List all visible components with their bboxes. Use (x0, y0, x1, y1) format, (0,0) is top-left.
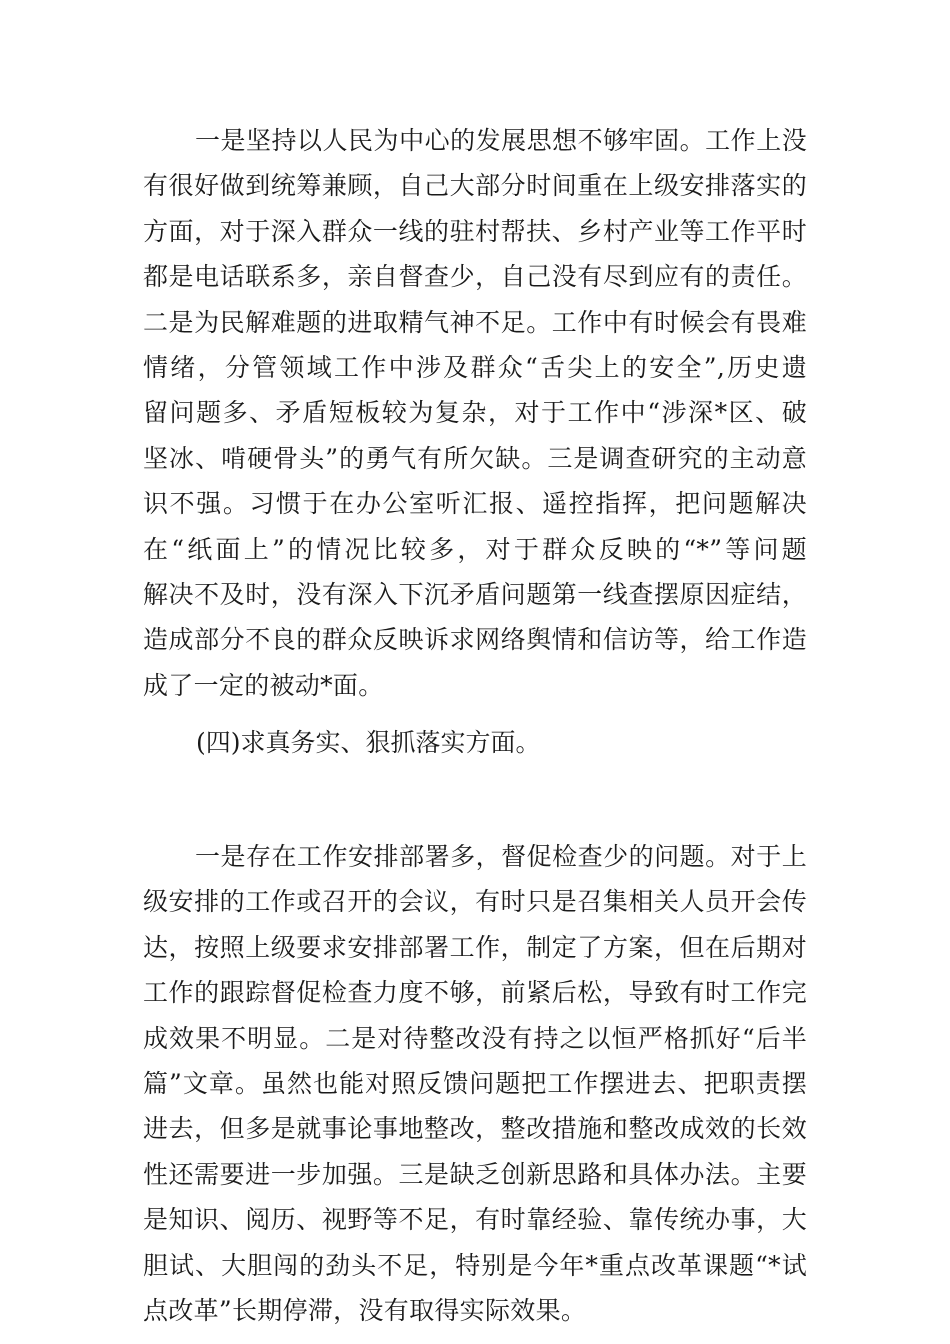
paragraph-line: 方面，对于深入群众一线的驻村帮扶、乡村产业等工作平时 (143, 216, 807, 246)
paragraph-line: 是知识、阅历、视野等不足，有时靠经验、靠传统办事，大 (143, 1205, 807, 1235)
paragraph-line: 成了一定的被动*面。 (143, 670, 384, 700)
paragraph-line: 级安排的工作或召开的会议，有时只是召集相关人员开会传 (143, 887, 807, 917)
paragraph-2 (143, 834, 807, 1333)
paragraph-line: 工作的跟踪督促检查力度不够，前紧后松，导致有时工作完 (143, 978, 807, 1008)
paragraph-line: 点改革”长期停滞，没有取得实际效果。 (143, 1295, 587, 1325)
paragraph-line: 达，按照上级要求安排部署工作，制定了方案，但在后期对 (143, 932, 807, 962)
paragraph-line: 二是为民解难题的进取精气神不足。工作中有时候会有畏难 (143, 307, 807, 337)
paragraph-line: 一是存在工作安排部署多，督促检查少的问题。对于上 (195, 842, 807, 871)
paragraph-line: 情绪，分管领域工作中涉及群众“舌尖上的安全”,历史遗 (143, 352, 807, 382)
paragraph-line: 性还需要进一步加强。三是缺乏创新思路和具体办法。主要 (143, 1159, 807, 1189)
paragraph-line: 进去，但多是就事论事地整改，整改措施和整改成效的长效 (143, 1114, 807, 1144)
paragraph-line: 一是坚持以人民为中心的发展思想不够牢固。工作上没 (195, 126, 807, 155)
paragraph-line: 成效果不明显。二是对待整改没有持之以恒严格抓好“后半 (143, 1023, 807, 1053)
paragraph-line: 留问题多、矛盾短板较为复杂，对于工作中“涉深*区、破 (143, 398, 807, 428)
paragraph-line: 在“纸面上”的情况比较多，对于群众反映的“*”等问题 (143, 534, 807, 564)
paragraph-1 (143, 118, 807, 708)
paragraph-line: 坚冰、啃硬骨头”的勇气有所欠缺。三是调查研究的主动意 (143, 443, 807, 473)
paragraph-line: 胆试、大胆闯的劲头不足，特别是今年*重点改革课题“*试 (143, 1250, 807, 1280)
paragraph-line: 造成部分不良的群众反映诉求网络舆情和信访等，给工作造 (143, 625, 807, 655)
paragraph-line: 篇”文章。虽然也能对照反馈问题把工作摆进去、把职责摆 (143, 1068, 807, 1098)
paragraph-line: 解决不及时，没有深入下沉矛盾问题第一线查摆原因症结， (143, 579, 807, 609)
paragraph-line: 有很好做到统筹兼顾，自己大部分时间重在上级安排落实的 (143, 171, 807, 201)
paragraph-line: 都是电话联系多，亲自督查少，自己没有尽到应有的责任。 (143, 262, 807, 292)
paragraph-line: 识不强。习惯于在办公室听汇报、遥控指挥，把问题解决 (143, 489, 807, 519)
section-heading: (四)求真务实、狠抓落实方面。 (196, 728, 541, 757)
